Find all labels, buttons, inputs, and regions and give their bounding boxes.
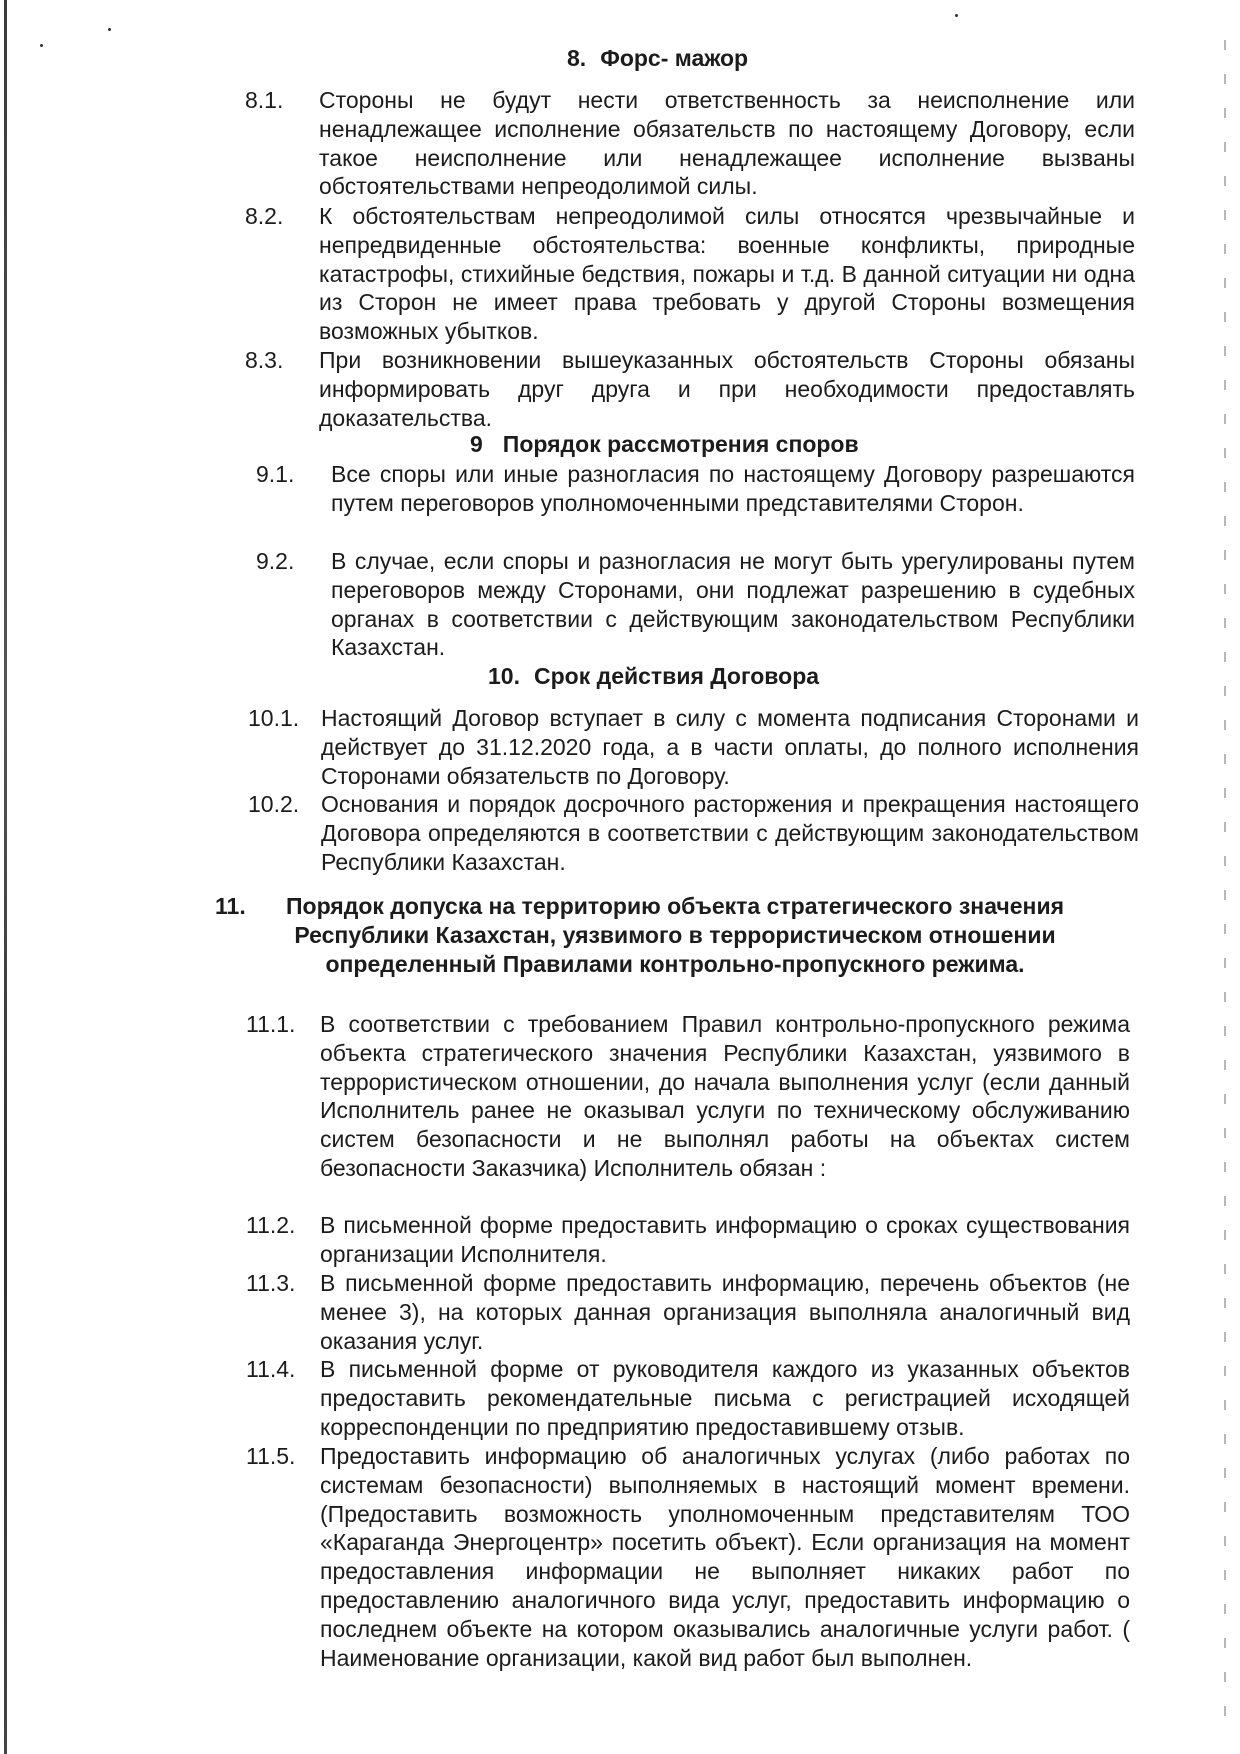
section-number: 11. [215, 893, 246, 919]
clause-text: В письменной форме от руководителя каждого из указанных объектов предоставить рекомендательные письма с регистрацией исходящей корреспонденции по предприятию предоставившему отзыв. [320, 1356, 1130, 1440]
section-number: 8. [567, 45, 587, 71]
clause-text: Стороны не будут нести ответственность за неисполнение или ненадлежащее исполнение обязательств по настоящему Договору, если такое неисполнение или ненадлежащее исполнение вызваны обстоятельствами непреодолимой силы. [319, 87, 1135, 200]
section-11-heading [215, 892, 1095, 979]
clause-number: 11.1. [246, 1011, 296, 1037]
section-number: 9 [470, 431, 483, 457]
clause-text: В случае, если споры и разногласия не могут быть урегулированы путем переговоров между Сторонами, они подлежат разрешению в судебных органах в соответствии с действующим законодательством Республики Казахстан. [331, 548, 1135, 661]
clause-number: 8.2. [245, 203, 284, 229]
clause-number: 10.1. [248, 705, 300, 731]
clause-number: 9.2. [256, 548, 295, 574]
clause-number: 9.1. [256, 461, 295, 487]
clause-text: В письменной форме предоставить информацию, перечень объектов (не менее 3), на которых данная организация выполняла аналогичный вид оказания услуг. [320, 1270, 1130, 1354]
section-9-heading [470, 430, 859, 459]
section-8-heading [567, 44, 748, 73]
clause-text: Основания и порядок досрочного расторжения и прекращения настоящего Договора определяются в соответствии с действующим законодательством Республики Казахстан. [321, 791, 1139, 875]
clause-number: 8.3. [245, 347, 284, 373]
section-number: 10. [488, 663, 520, 689]
section-10-heading [488, 662, 819, 691]
clause-text: В письменной форме предоставить информацию о сроках существования организации Исполнителя. [320, 1212, 1130, 1267]
section-title-line: Республики Казахстан, уязвимого в террористическом отношении [294, 922, 1056, 948]
clause-text: При возникновении вышеуказанных обстоятельств Стороны обязаны информировать друг друга и при необходимости предоставлять доказательства. [319, 347, 1135, 431]
clause-number: 10.2. [248, 791, 300, 817]
clause-text: Предоставить информацию об аналогичных услугах (либо работах по системам безопасности) выполняемых в настоящий момент времени. (Предоставить возможность уполномоченным представителям ТОО «Караганда Энергоцентр» посетить объект). Если организация на момент предоставления информации не выполняет никаких работ по предоставлению аналогичного вида услуг, предоставить информацию о последнем объекте на котором оказывались аналогичные услуги работ. ( Наименование организации, какой вид работ был выполнен. [320, 1443, 1130, 1671]
section-title: Порядок рассмотрения споров [502, 431, 859, 457]
clause-number: 8.1. [245, 87, 284, 113]
clause-number: 11.4. [246, 1356, 296, 1382]
clause-text: Настоящий Договор вступает в силу с момента подписания Сторонами и действует до 31.12.2020 года, а в части оплаты, до полного исполнения Сторонами обязательств по Договору. [321, 705, 1139, 789]
clause-text: К обстоятельствам непреодолимой силы относятся чрезвычайные и непредвиденные обстоятельства: военные конфликты, природные катастрофы, стихийные бедствия, пожары и т.д. В данной ситуации ни одна из Сторон не имеет права требовать у другой Стороны возмещения возможных убытков. [319, 203, 1135, 345]
clause-text: Все споры или иные разногласия по настоящему Договору разрешаются путем переговоров уполномоченными представителями Сторон. [331, 461, 1135, 516]
section-title-line: Порядок допуска на территорию объекта стратегического значения [285, 893, 1065, 919]
section-title: Форс- мажор [600, 45, 749, 71]
section-title-line: определенный Правилами контрольно-пропускного режима. [325, 951, 1025, 977]
clause-text: В соответствии с требованием Правил контрольно-пропускного режима объекта стратегического значения Республики Казахстан, уязвимого в террористическом отношении, до начала выполнения услуг (если данный Исполнитель ранее не оказывал услуги по техническому обслуживанию систем безопасности и не выполнял работы на объектах систем безопасности Заказчика) Исполнитель обязан : [320, 1011, 1130, 1181]
clause-number: 11.3. [246, 1270, 296, 1296]
clause-number: 11.2. [246, 1212, 296, 1238]
clause-number: 11.5. [246, 1443, 296, 1469]
section-title: Срок действия Договора [533, 663, 820, 689]
